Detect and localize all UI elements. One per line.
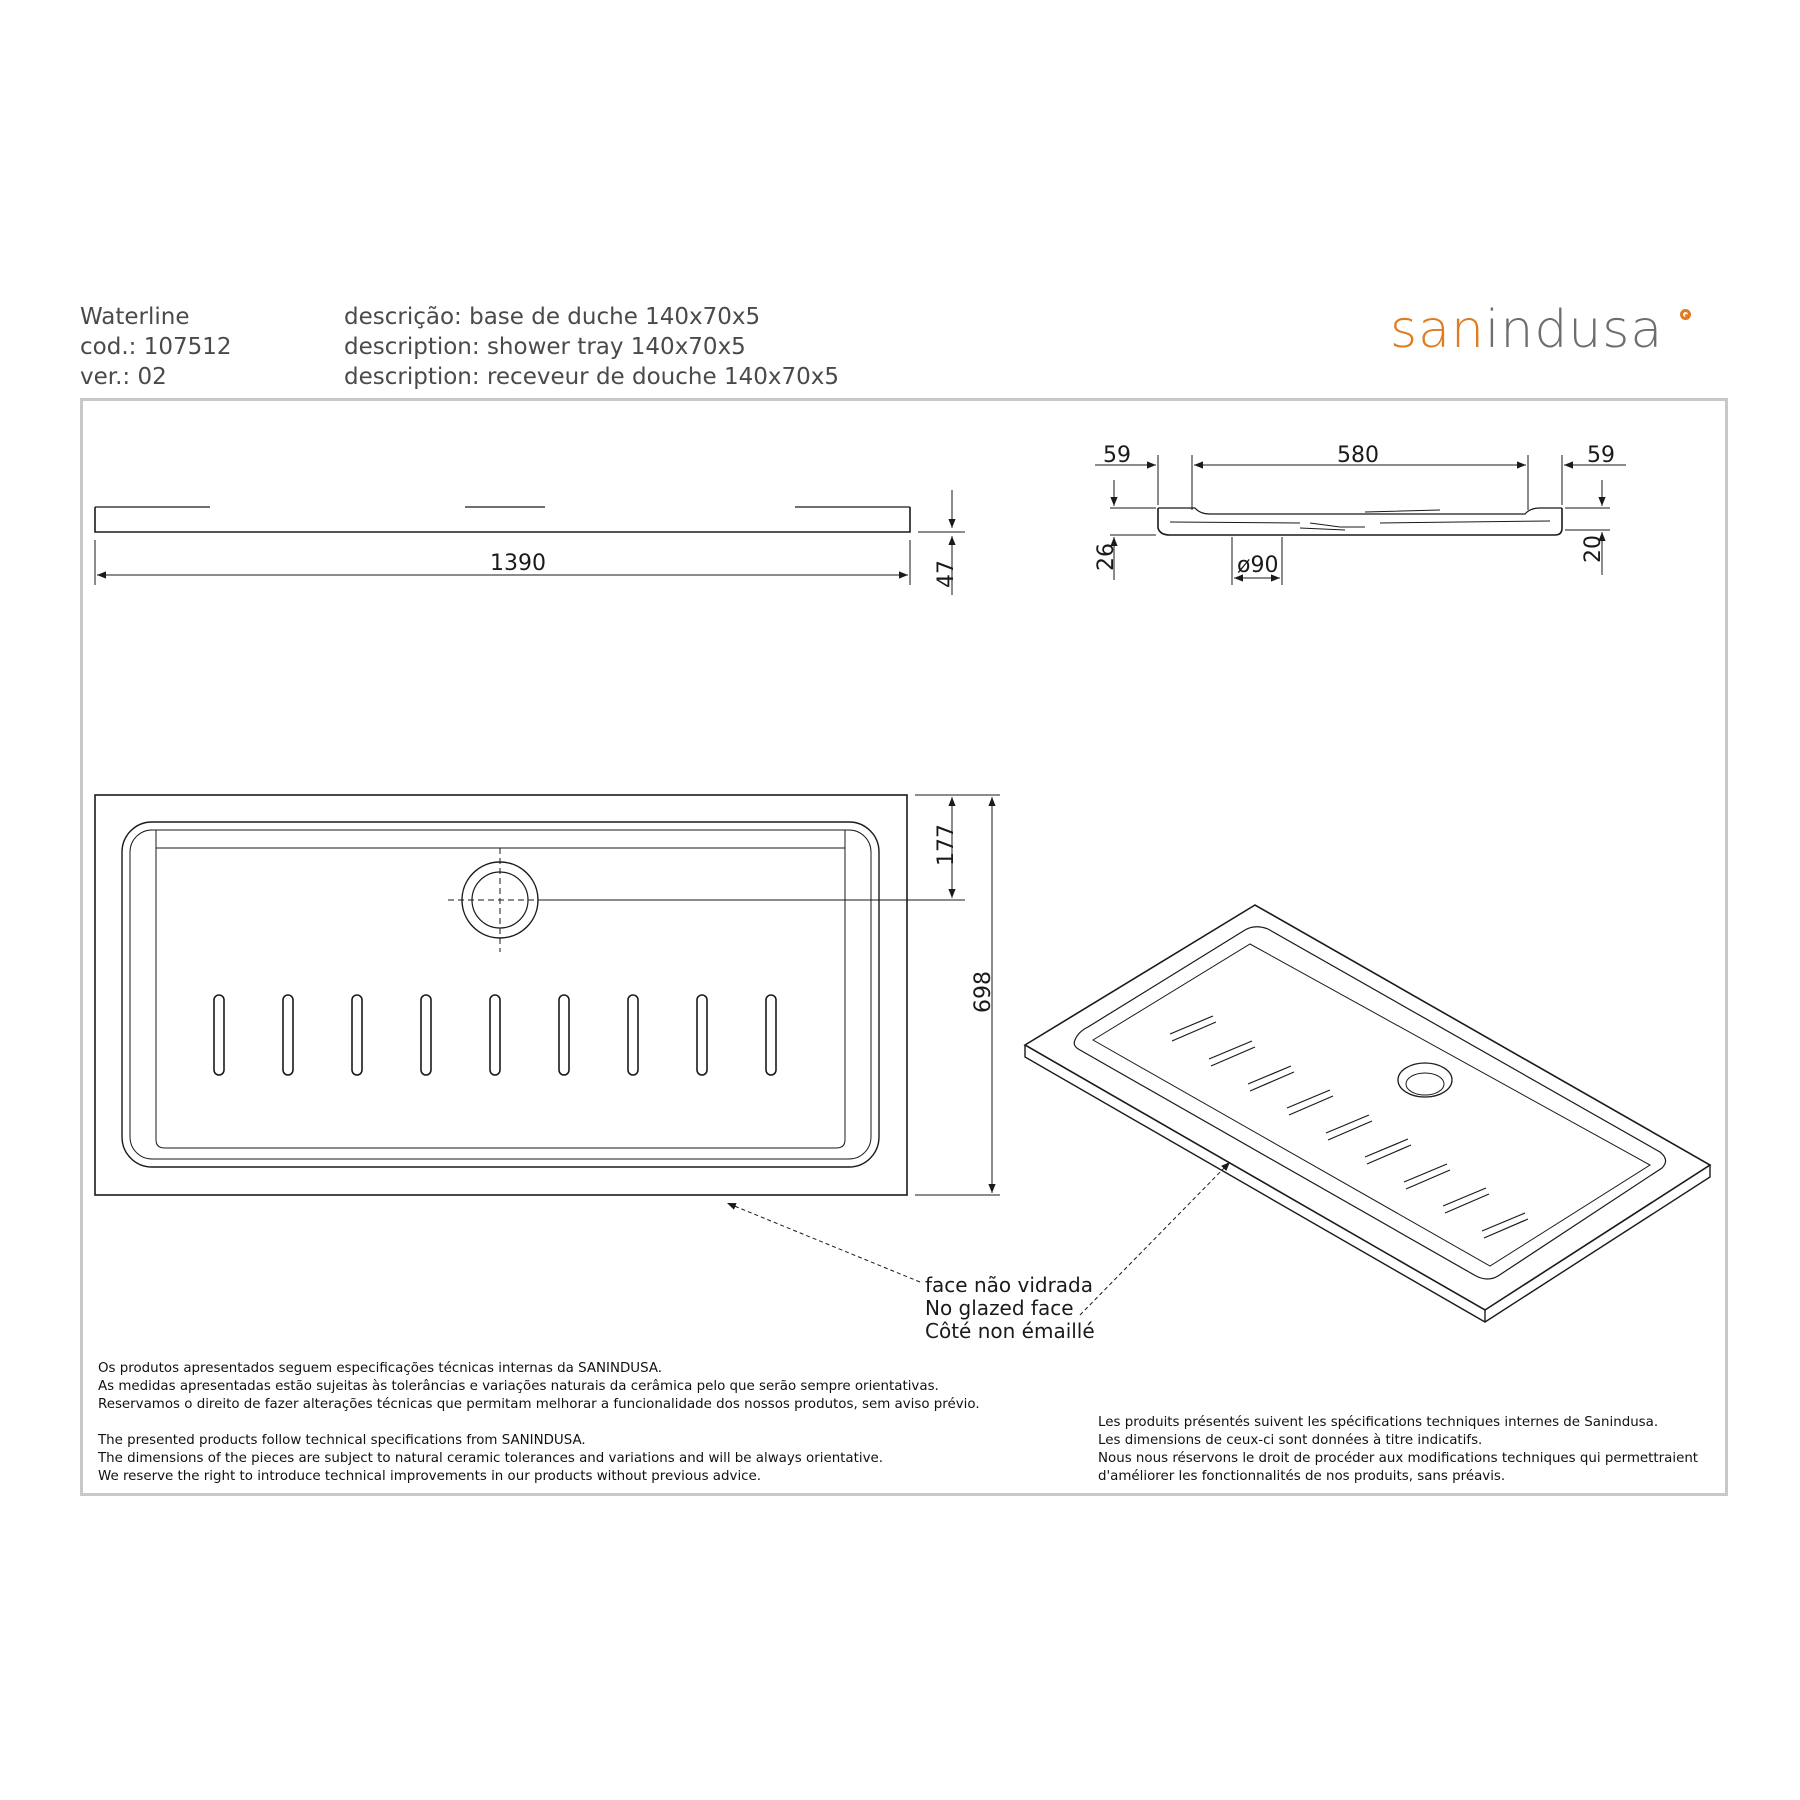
notes-pt	[98, 1360, 980, 1414]
face-label-en: No glazed face	[925, 1296, 1074, 1320]
product-code: cod.: 107512	[80, 334, 232, 360]
note-fr-1: Les produits présentés suivent les spécifications techniques internes de Sanindusa.	[1098, 1415, 1659, 1430]
product-name: Waterline	[80, 304, 190, 330]
product-version: ver.: 02	[80, 364, 167, 390]
section-view	[1094, 443, 1626, 585]
dim-height: 47	[934, 560, 959, 588]
side-view-length	[95, 490, 965, 595]
note-pt-2: As medidas apresentadas estão sujeitas às tolerâncias e variações naturais da cerâmica pelo que serão sempre orientativas.	[98, 1379, 939, 1394]
dim-depth-left: 26	[1094, 543, 1119, 571]
dim-drain-offset: 177	[934, 824, 959, 866]
logo-part-1: san	[1390, 300, 1485, 360]
isometric-view	[1025, 905, 1710, 1322]
description-fr: description: receveur de douche 140x70x5	[344, 364, 839, 390]
note-fr-2: Les dimensions de ceux-ci sont données à titre indicatifs.	[1098, 1433, 1483, 1448]
logo-part-2: indusa	[1484, 300, 1664, 360]
iso-drain-slots	[1170, 1016, 1528, 1238]
dim-drain-diameter: ø90	[1237, 553, 1279, 578]
drain-slots	[214, 995, 776, 1075]
dim-depth-right: 20	[1581, 535, 1606, 563]
note-en-2: The dimensions of the pieces are subject to natural ceramic tolerances and variations and will be always orientative.	[98, 1451, 884, 1466]
plan-view	[95, 795, 1000, 1195]
notes-en	[98, 1432, 883, 1486]
face-label	[925, 1274, 1095, 1343]
description-pt: descrição: base de duche 140x70x5	[344, 304, 761, 330]
dim-inner-length: 580	[1337, 443, 1379, 468]
face-label-pt: face não vidrada	[925, 1273, 1093, 1297]
note-en-1: The presented products follow technical specifications from SANINDUSA.	[98, 1433, 586, 1448]
dim-rim-right: 59	[1587, 443, 1615, 468]
note-en-3: We reserve the right to introduce technical improvements in our products without previous advice.	[98, 1469, 762, 1484]
dim-length: 1390	[490, 551, 546, 576]
description-en: description: shower tray 140x70x5	[344, 334, 746, 360]
note-fr-4: d'améliorer les fonctionnalités de nos produits, sans préavis.	[1098, 1469, 1506, 1484]
note-pt-3: Reservamos o direito de fazer alterações técnicas que permitam melhorar a funcionalidade dos nossos produtos, sem aviso prévio.	[98, 1397, 980, 1412]
note-fr-3: Nous nous réservons le droit de procéder aux modifications techniques qui permettraient	[1098, 1451, 1699, 1466]
notes-fr	[1098, 1414, 1698, 1486]
face-label-fr: Côté non émaillé	[925, 1319, 1095, 1343]
note-pt-1: Os produtos apresentados seguem especificações técnicas internas da SANINDUSA.	[98, 1361, 663, 1376]
dim-rim-left: 59	[1103, 443, 1131, 468]
dim-width: 698	[971, 971, 996, 1013]
